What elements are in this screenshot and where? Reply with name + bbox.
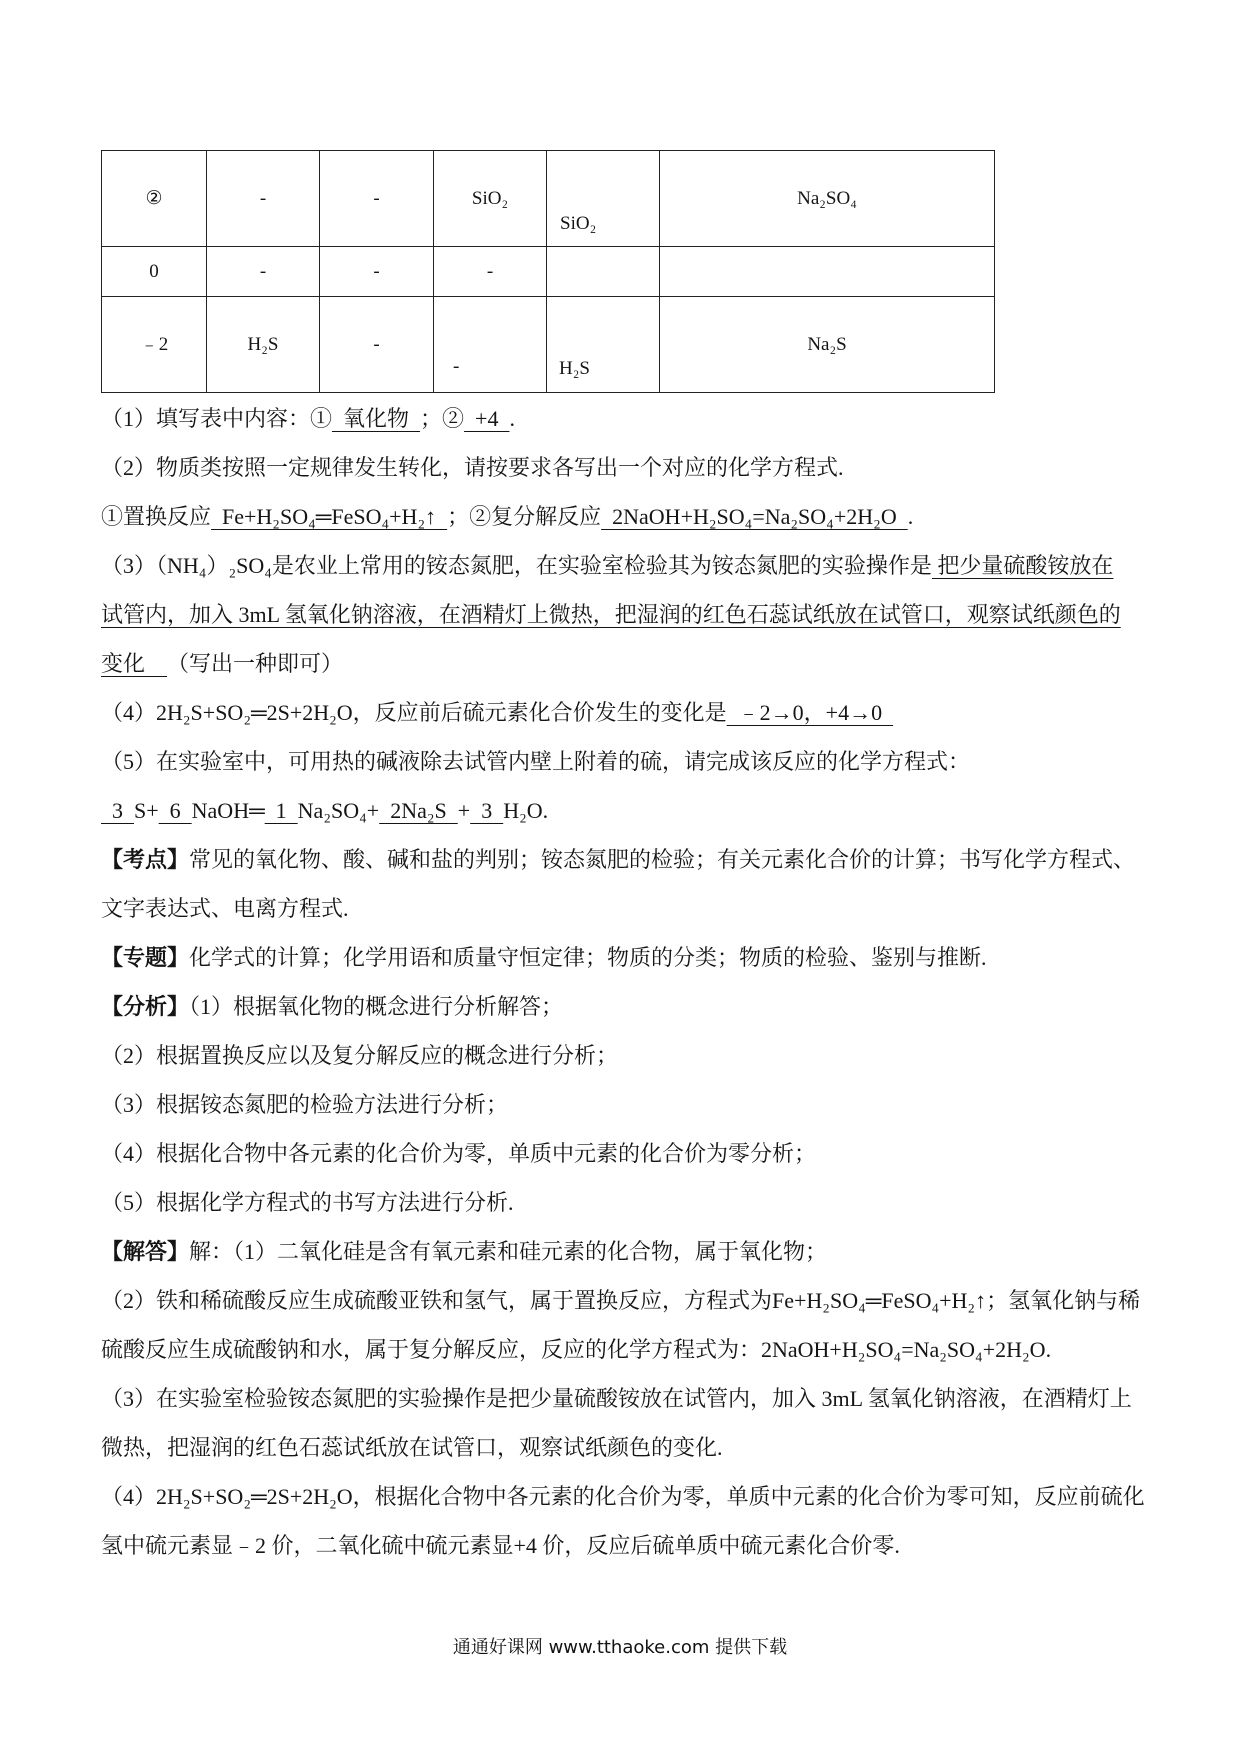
question-stem: （3）（NH₄）₂SO₄是农业上常用的铵态氮肥，在实验室检验其为铵态氮肥的实验操作是 <box>101 553 932 578</box>
section-text: 化学式的计算；化学用语和质量守恒定律；物质的分类；物质的检验、鉴别与推断. <box>189 945 987 970</box>
reaction-label: ①置换反应 <box>101 504 212 529</box>
fenxi-line <box>101 982 1226 1031</box>
cell-text: H₂S <box>247 333 279 355</box>
question-stem: （2）物质类按照一定规律发生转化，请按要求各写出一个对应的化学方程式. <box>101 455 844 480</box>
table-row <box>102 151 995 247</box>
table-cell <box>207 151 320 247</box>
coefficient-blank: 2Na₂S <box>379 798 458 823</box>
end-text: . <box>907 504 914 529</box>
section-text: （2）铁和稀硫酸反应生成硫酸亚铁和氢气，属于置换反应，方程式为Fe+H₂SO₄═FeSO₄+H₂↑；氢氧化钠与稀 <box>101 1288 1141 1313</box>
kaodian-line <box>101 835 1226 884</box>
table-cell <box>547 151 660 247</box>
question-1-line <box>101 394 1226 443</box>
section-text: （4）根据化合物中各元素的化合价为零，单质中元素的化合价为零分析； <box>101 1141 817 1166</box>
answer-blank: Fe+H₂SO₄═FeSO₄+H₂↑ <box>211 504 448 529</box>
cell-text: H₂S <box>559 358 590 379</box>
section-text: （1）根据氧化物的概念进行分析解答； <box>189 994 564 1019</box>
equation-text: NaOH═ <box>191 798 265 823</box>
table-cell <box>547 247 660 297</box>
separator-text: ；② <box>420 406 465 431</box>
cell-text: Na₂SO₄ <box>797 187 857 209</box>
question-3-line <box>101 541 1226 590</box>
fenxi-line <box>101 1080 1226 1129</box>
question-2-line <box>101 443 1226 492</box>
cell-text: 0 <box>149 260 159 282</box>
coefficient-blank: 1 <box>264 798 298 823</box>
valence-cell <box>102 247 207 297</box>
kaodian-line <box>101 884 1226 933</box>
table-cell <box>547 297 660 393</box>
section-text: （5）根据化学方程式的书写方法进行分析. <box>101 1190 514 1215</box>
section-text: 微热，把湿润的红色石蕊试纸放在试管口，观察试纸颜色的变化. <box>101 1435 723 1460</box>
jieda-line <box>101 1423 1226 1472</box>
cell-text: - <box>373 187 380 209</box>
section-label: 【分析】 <box>101 994 190 1019</box>
answer-blank: 变化 <box>101 651 168 676</box>
section-text: 硫酸反应生成硫酸钠和水，属于复分解反应，反应的化学方程式为：2NaOH+H₂SO₄=Na₂SO₄+2H₂O. <box>101 1337 1052 1362</box>
jieda-line <box>101 1374 1226 1423</box>
table-cell <box>660 151 995 247</box>
section-label: 【专题】 <box>101 945 190 970</box>
end-text: . <box>509 406 515 431</box>
equation-text: S+ <box>134 798 159 823</box>
question-5-equation-line <box>101 786 1226 835</box>
equation-text: + <box>457 798 471 823</box>
answer-blank: 2NaOH+H₂SO₄=Na₂SO₄+2H₂O <box>601 504 908 529</box>
question-stem: （4）2H₂S+SO₂═2S+2H₂O，反应前后硫元素化合价发生的变化是 <box>101 700 727 725</box>
question-3-answer-line <box>101 590 1226 639</box>
table-cell <box>207 247 320 297</box>
table-cell <box>660 247 995 297</box>
section-text: 文字表达式、电离方程式. <box>101 896 349 921</box>
table-cell <box>660 297 995 393</box>
table-cell <box>207 297 320 393</box>
cell-text: - <box>259 187 267 209</box>
answer-blank: 把少量硫酸铵放在 <box>931 553 1114 578</box>
section-text: （4）2H₂S+SO₂═2S+2H₂O，根据化合物中各元素的化合价为零，单质中元素的化合价为零可知，反应前硫化 <box>101 1484 1145 1509</box>
cell-text: - <box>373 333 380 355</box>
equation-text: H₂O. <box>503 798 549 823</box>
answer-blank: 氧化物 <box>332 406 421 431</box>
table-cell <box>320 297 434 393</box>
table-row <box>102 297 995 393</box>
cell-text: - <box>453 356 460 377</box>
jieda-line <box>101 1472 1226 1521</box>
section-text: 氢中硫元素显﹣2 价，二氧化硫中硫元素显+4 价，反应后硫单质中硫元素化合价零. <box>101 1533 900 1558</box>
question-4-line <box>101 688 1226 737</box>
question-5-line <box>101 737 1226 786</box>
answer-blank: +4 <box>464 406 510 431</box>
cell-text: SiO₂ <box>560 213 597 234</box>
section-label: 【解答】 <box>101 1239 190 1264</box>
fenxi-line <box>101 1031 1226 1080</box>
jieda-line <box>101 1325 1226 1374</box>
cell-text: - <box>259 260 267 282</box>
coefficient-blank: 3 <box>470 798 504 823</box>
section-text: （2）根据置换反应以及复分解反应的概念进行分析； <box>101 1043 619 1068</box>
valence-cell <box>102 297 207 393</box>
valence-cell <box>102 151 207 247</box>
question-stem: （5）在实验室中，可用热的碱液除去试管内壁上附着的硫，请完成该反应的化学方程式： <box>101 749 971 774</box>
cell-text: SiO₂ <box>471 187 509 209</box>
answer-blank: 试管内，加入 3mL 氢氧化钠溶液，在酒精灯上微热，把湿润的红色石蕊试纸放在试管口，观察试纸颜色的 <box>101 602 1121 627</box>
table-row <box>102 247 995 297</box>
section-text: 解：（1）二氧化硅是含有氧元素和硅元素的化合物，属于氧化物； <box>189 1239 828 1264</box>
footer-text: 通通好课网 www.tthaoke.com 提供下载 <box>452 1637 788 1658</box>
answer-blank: ﹣2→0，+4→0 <box>726 700 894 725</box>
jieda-line <box>101 1521 1226 1570</box>
section-text: （3）在实验室检验铵态氮肥的实验操作是把少量硫酸铵放在试管内，加入 3mL 氢氧化钠溶液，在酒精灯上 <box>101 1386 1132 1411</box>
question-2-answer-line <box>101 492 1226 541</box>
cell-text: - <box>486 260 494 282</box>
answer-body <box>101 394 1226 1570</box>
valence-table <box>101 150 995 393</box>
table-cell <box>320 247 434 297</box>
cell-text: Na₂S <box>807 333 847 355</box>
question-stem: （1）填写表中内容：① <box>101 406 333 431</box>
jieda-line <box>101 1227 1226 1276</box>
coefficient-blank: 3 <box>101 798 134 823</box>
table-cell <box>434 151 547 247</box>
equation-text: Na₂SO₄+ <box>297 798 380 823</box>
reaction-label: ；②复分解反应 <box>447 504 602 529</box>
jieda-line <box>101 1276 1226 1325</box>
question-3-answer-line <box>101 639 1226 688</box>
zhuanti-line <box>101 933 1226 982</box>
note-text: （写出一种即可） <box>167 651 344 676</box>
section-text: （3）根据铵态氮肥的检验方法进行分析； <box>101 1092 509 1117</box>
table-cell <box>320 151 434 247</box>
section-text: 常见的氧化物、酸、碱和盐的判别；铵态氮肥的检验；有关元素化合价的计算；书写化学方程式、 <box>189 847 1136 872</box>
coefficient-blank: 6 <box>158 798 192 823</box>
table-cell <box>434 297 547 393</box>
fenxi-line <box>101 1178 1226 1227</box>
table-cell <box>434 247 547 297</box>
fenxi-line <box>101 1129 1226 1178</box>
cell-text: ② <box>145 187 163 209</box>
cell-text: ﹣2 <box>139 333 169 355</box>
cell-text: - <box>373 260 380 282</box>
section-label: 【考点】 <box>101 847 190 872</box>
